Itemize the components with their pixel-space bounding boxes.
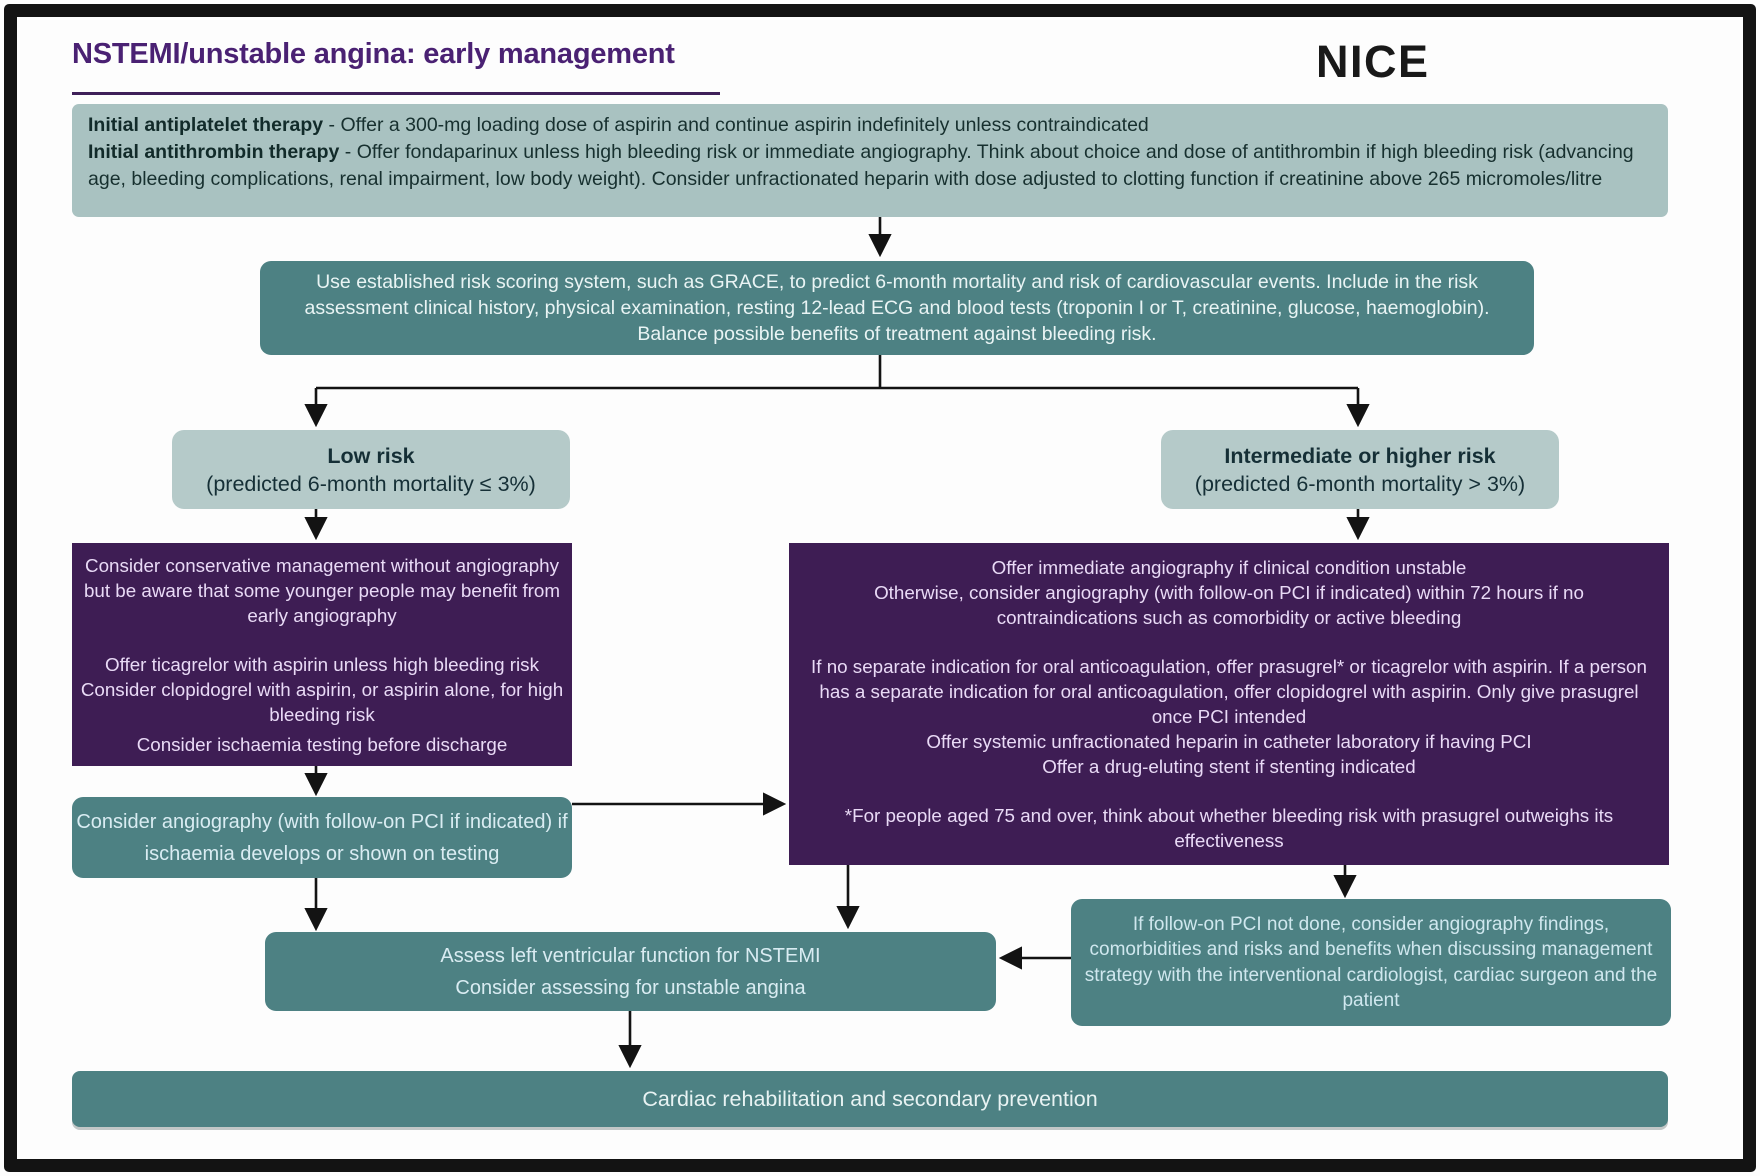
initial-antithrombin-label: Initial antithrombin therapy: [88, 141, 340, 163]
intermediate-risk-subtitle: (predicted 6-month mortality > 3%): [1194, 471, 1526, 496]
assess-lv-function-box: Assess left ventricular function for NSTEMI Consider assessing for unstable angina: [265, 932, 996, 1011]
low-risk-title: Low risk: [327, 443, 415, 468]
intermediate-risk-title: Intermediate or higher risk: [1224, 443, 1496, 468]
ischaemia-angiography-box: Consider angiography (with follow-on PCI if indicated) if ischaemia develops or shown on testing: [72, 797, 572, 878]
cardiac-rehab-bar: Cardiac rehabilitation and secondary prevention: [72, 1071, 1668, 1127]
title-underline: [72, 92, 720, 95]
page-title: NSTEMI/unstable angina: early management: [72, 38, 675, 70]
nice-logo: NICE: [1316, 36, 1430, 87]
initial-therapy-box: [72, 104, 1668, 217]
high-risk-management-box: Offer immediate angiography if clinical condition unstable Otherwise, consider angiography (with follow-on PCI if indicated) within 72 hours if no contraindications such as comorbidity or active bleeding If no separate indication for oral anticoagulation, offer prasugrel* or ticagrelor with aspirin. If a person has a separate indication for oral anticoagulation, offer clopidogrel with aspirin. Only give prasugrel once PCI intended Offer systemic unfractionated heparin in catheter laboratory if having PCI Offer a drug-eluting stent if stenting indicated *For people aged 75 and over, think about whether bleeding risk with prasugrel outweighs its effectiveness: [789, 543, 1669, 865]
low-risk-management-box: Consider conservative management without angiography but be aware that some younger people may benefit from early angiography Offer ticagrelor with aspirin unless high bleeding risk Consider clopidogrel with aspirin, or aspirin alone, for high bleeding risk Consider ischaemia testing before discharge: [72, 543, 572, 766]
low-risk-box: [172, 430, 570, 509]
pci-not-done-box: If follow-on PCI not done, consider angiography findings, comorbidities and risks and benefits when discussing management strategy with the interventional cardiologist, cardiac surgeon and the patient: [1071, 899, 1671, 1026]
risk-scoring-box: Use established risk scoring system, such as GRACE, to predict 6-month mortality and risk of cardiovascular events. Include in the risk assessment clinical history, physical examination, resting 12-lead ECG and blood tests (troponin I or T, creatinine, glucose, haemoglobin). Balance possible benefits of treatment against bleeding risk.: [260, 261, 1534, 355]
initial-antiplatelet-line: Initial antiplatelet therapy - Offer a 300-mg loading dose of aspirin and continue aspirin indefinitely unless contraindicated: [88, 114, 1149, 136]
low-risk-subtitle: (predicted 6-month mortality ≤ 3%): [206, 471, 536, 496]
initial-antithrombin-line: Initial antithrombin therapy - Offer fondaparinux unless high bleeding risk or immediate angiography. Think about choice and dose of antithrombin if high bleeding risk (advancing age, bleeding complications, renal impairment, low body weight). Consider unfractionated heparin with dose adjusted to clotting function if creatinine above 265 micromoles/litre: [88, 141, 1634, 190]
prasugrel-footnote: *For people aged 75 and over, think about whether bleeding risk with prasugrel outweighs its effectiveness: [844, 805, 1614, 851]
intermediate-risk-box: [1161, 430, 1559, 509]
initial-antiplatelet-label: Initial antiplatelet therapy: [88, 114, 324, 136]
